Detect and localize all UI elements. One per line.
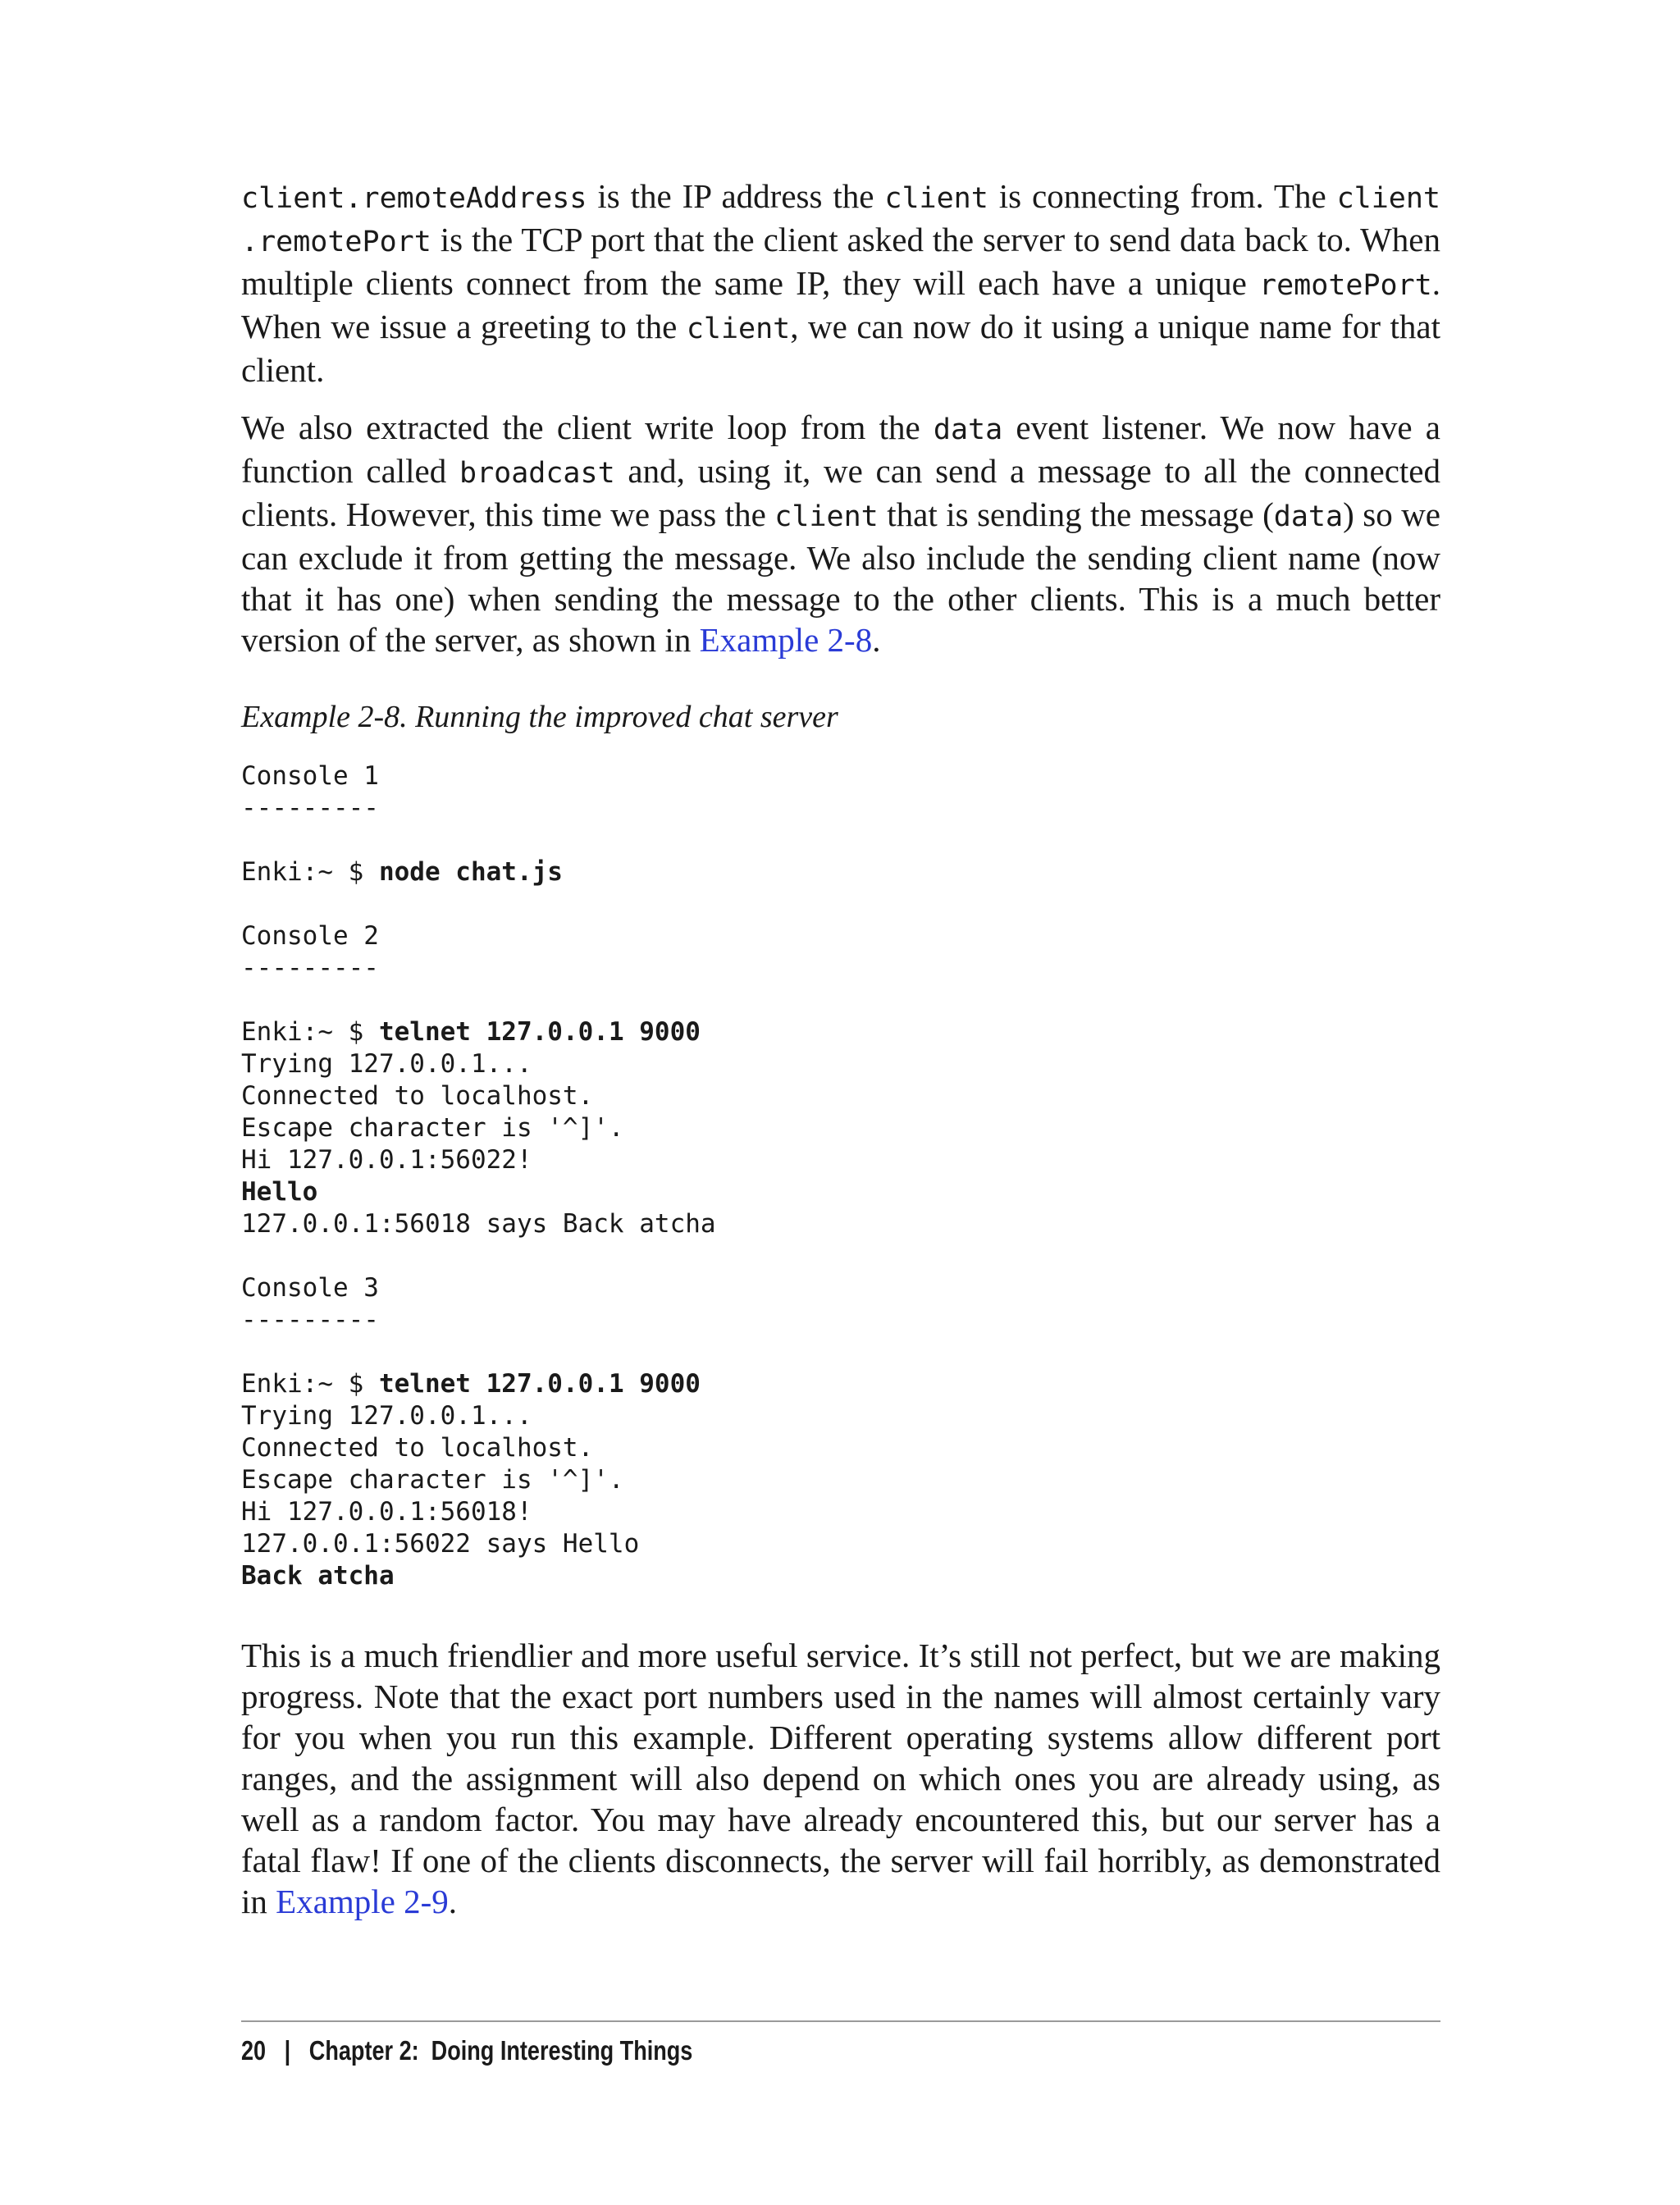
page-number: 20 — [241, 2035, 267, 2066]
paragraph-text: . When we issue a greeting to the — [241, 264, 1440, 345]
paragraph-text: is the IP address the — [587, 177, 885, 215]
paragraph-broadcast — [241, 407, 1440, 660]
console-line — [241, 1528, 1440, 1560]
console-text: --------- — [241, 793, 379, 823]
console-line — [241, 856, 1440, 888]
console-text: Connected to localhost. — [241, 1081, 594, 1111]
paragraph-text: and, using it, we can send a message to all the connected clients. However, this time we pass the — [241, 452, 1440, 533]
footer-divider — [241, 2020, 1440, 2022]
console-text: Trying 127.0.0.1... — [241, 1049, 532, 1079]
console-text: Hi 127.0.0.1:56022! — [241, 1145, 532, 1175]
paragraph-text: We also extracted the client write loop from the — [241, 409, 934, 446]
console-line — [241, 1048, 1440, 1080]
console-text: Hi 127.0.0.1:56018! — [241, 1497, 532, 1527]
console-line — [241, 1016, 1440, 1048]
console-line — [241, 1432, 1440, 1464]
console-line — [241, 1240, 1440, 1272]
page-body — [241, 176, 1440, 1938]
console-command: telnet 127.0.0.1 9000 — [378, 1017, 701, 1047]
console-text: Console 3 — [241, 1273, 379, 1303]
console-line — [241, 888, 1440, 920]
console-text: Enki:~ $ — [241, 857, 379, 887]
console-line — [241, 1176, 1440, 1208]
console-line — [241, 1400, 1440, 1432]
example-2-9-link[interactable]: Example 2-9 — [276, 1883, 449, 1920]
paragraph-text: This is a much friendlier and more useful service. It’s still not perfect, but we are making progress. Note that the exact port numbers used in the names will almost certainly vary for you when you run this example. Different operating systems allow different port ranges, and the assignment will also depend on which ones you are already using, as well as a random factor. You may have already encountered this, but our server has a fatal flaw! If one of the clients disconnects, the server will fail horribly, as demonstrated in — [241, 1637, 1440, 1920]
footer-separator: | — [284, 2035, 291, 2066]
inline-code: remotePort — [1259, 269, 1432, 302]
paragraph-text: event listener. We now have a function called — [241, 409, 1440, 490]
inline-code: .remotePort — [241, 226, 431, 258]
console-text: Escape character is '^]'. — [241, 1113, 624, 1143]
console-line — [241, 1144, 1440, 1176]
console-command: Hello — [241, 1177, 318, 1207]
console-text: --------- — [241, 1305, 379, 1335]
console-line — [241, 952, 1440, 984]
console-line — [241, 1464, 1440, 1496]
example-2-8-link[interactable]: Example 2-8 — [699, 621, 873, 659]
inline-code: data — [933, 413, 1003, 446]
console-command: telnet 127.0.0.1 9000 — [378, 1369, 701, 1399]
console-text: Trying 127.0.0.1... — [241, 1401, 532, 1431]
chapter-title: Chapter 2: Doing Interesting Things — [308, 2035, 693, 2066]
paragraph-text: , we can now do it using a unique name for that client. — [241, 308, 1440, 389]
paragraph-text: that is sending the message ( — [878, 495, 1274, 533]
console-line — [241, 1272, 1440, 1304]
page-footer — [241, 2033, 692, 2069]
paragraph-text: ) so we can exclude it from getting the message. We also include the sending client name (now that it has one) when sending the message to the other clients. This is a much better version of the server, as shown in — [241, 495, 1441, 659]
console-text: Connected to localhost. — [241, 1433, 594, 1463]
inline-code: client — [686, 313, 791, 345]
console-command: node chat.js — [378, 857, 563, 887]
console-line — [241, 1208, 1440, 1240]
paragraph-text: . — [448, 1883, 458, 1920]
console-text: 127.0.0.1:56018 says Back atcha — [241, 1209, 716, 1239]
paragraph-remote-address — [241, 176, 1440, 390]
console-line — [241, 1496, 1440, 1528]
console-text: 127.0.0.1:56022 says Hello — [241, 1529, 640, 1559]
inline-code: client — [884, 182, 988, 215]
inline-code: client.remoteAddress — [241, 182, 587, 215]
console-line — [241, 792, 1440, 824]
console-line — [241, 920, 1440, 952]
console-text: --------- — [241, 953, 379, 983]
console-line — [241, 1368, 1440, 1400]
console-line — [241, 1304, 1440, 1336]
console-text: Enki:~ $ — [241, 1017, 379, 1047]
paragraph-friendlier-service — [241, 1635, 1440, 1922]
paragraph-text: is connecting from. The — [988, 177, 1337, 215]
console-text: Console 2 — [241, 921, 379, 951]
console-line — [241, 984, 1440, 1016]
console-text: Console 1 — [241, 761, 379, 791]
paragraph-text: is the TCP port that the client asked the server to send data back to. When multiple clients connect from the same IP, they will each have a unique — [241, 221, 1440, 302]
console-line — [241, 1112, 1440, 1144]
console-line — [241, 1080, 1440, 1112]
inline-code: client — [1336, 182, 1441, 215]
inline-code: broadcast — [459, 457, 615, 490]
console-line — [241, 1560, 1440, 1592]
console-output-block — [241, 760, 1440, 1592]
paragraph-text: . — [872, 621, 881, 659]
console-line — [241, 760, 1440, 792]
example-caption: Example 2-8. Running the improved chat server — [241, 700, 838, 734]
console-line — [241, 1336, 1440, 1368]
console-line — [241, 824, 1440, 856]
console-text: Enki:~ $ — [241, 1369, 379, 1399]
console-text: Escape character is '^]'. — [241, 1465, 624, 1495]
console-command: Back atcha — [241, 1561, 395, 1591]
inline-code: client — [774, 500, 879, 533]
inline-code: data — [1273, 500, 1344, 533]
